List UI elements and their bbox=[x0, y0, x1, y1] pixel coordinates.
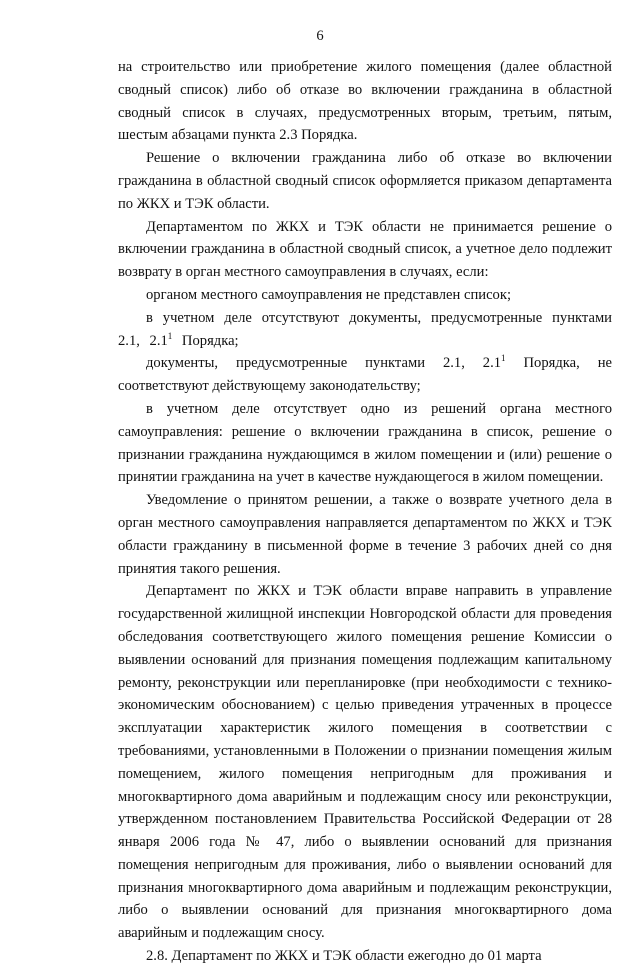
paragraph-5 bbox=[118, 307, 612, 353]
paragraph-8: Уведомление о принятом решении, а также о возврате учетного дела в орган местного самоуправления направляется департаментом по ЖКХ и ТЭК области гражданину в письменной форме в течение 3 рабочих дней со дня принятия такого решения. bbox=[118, 492, 612, 577]
superscript-1: 1 bbox=[167, 330, 173, 341]
paragraph-4: органом местного самоуправления не представлен список; bbox=[146, 286, 512, 303]
paragraph-2: Решение о включении гражданина либо об отказе во включении гражданина в областной сводный список оформляется приказом департамента по ЖКХ и ТЭК области. bbox=[118, 150, 612, 212]
paragraph-5-tail: Порядка; bbox=[172, 332, 239, 349]
paragraph-5-text: в учетном деле отсутствуют документы, предусмотренные пунктами 2.1, 2.1 bbox=[118, 309, 612, 349]
document-body bbox=[118, 56, 612, 968]
paragraph-9: Департамент по ЖКХ и ТЭК области вправе направить в управление государственной жилищной инспекции Новгородской области для проведения обследования соответствующего жилого помещения решение Комиссии о выявлении оснований для признания помещения подлежащим капитальному ремонту, реконструкции или перепланировке (при необходимости с технико-экономическим обоснованием) с целью приведения утраченных в процессе эксплуатации характеристик жилого помещения в соответствии с требованиями, установленными в Положении о признании помещения жилым помещением, жилого помещения непригодным для проживания и многоквартирного дома аварийным и подлежащим сносу или реконструкции, утвержденном постановлением Правительства Российской Федерации от 28 января 2006 года № 47, либо о выявлении оснований для признания помещения непригодным для проживания, либо о выявлении оснований для признания многоквартирного дома аварийным и подлежащим реконструкции, либо о выявлении оснований для признания многоквартирного дома аварийным и подлежащим сносу. bbox=[118, 583, 612, 942]
paragraph-7: в учетном деле отсутствует одно из решений органа местного самоуправления: решение о включении гражданина в список, решение о признании гражданина нуждающимся в жилом помещении и (или) решение о принятии гражданина на учет в качестве нуждающегося в жилом помещении. bbox=[118, 400, 612, 486]
paragraph-6 bbox=[118, 352, 612, 398]
paragraph-1: на строительство или приобретение жилого помещения (далее областной сводный список) либо об отказе во включении гражданина в областной сводный список в случаях, предусмотренных вторым, третьим, пятым, шестым абзацами пункта 2.3 Порядка. bbox=[118, 59, 612, 144]
page-number: 6 bbox=[316, 28, 324, 44]
paragraph-6-tail: Порядка, не соответствуют действующему законодательству; bbox=[118, 355, 612, 395]
superscript-1: 1 bbox=[501, 353, 506, 364]
paragraph-10: 2.8. Департамент по ЖКХ и ТЭК области ежегодно до 01 марта bbox=[146, 948, 542, 965]
paragraph-3: Департаментом по ЖКХ и ТЭК области не принимается решение о включении гражданина в областной сводный список, а учетное дело подлежит возврату в орган местного самоуправления в случаях, если: bbox=[118, 218, 612, 281]
paragraph-6-text: документы, предусмотренные пунктами 2.1, 2.1 bbox=[146, 355, 502, 372]
